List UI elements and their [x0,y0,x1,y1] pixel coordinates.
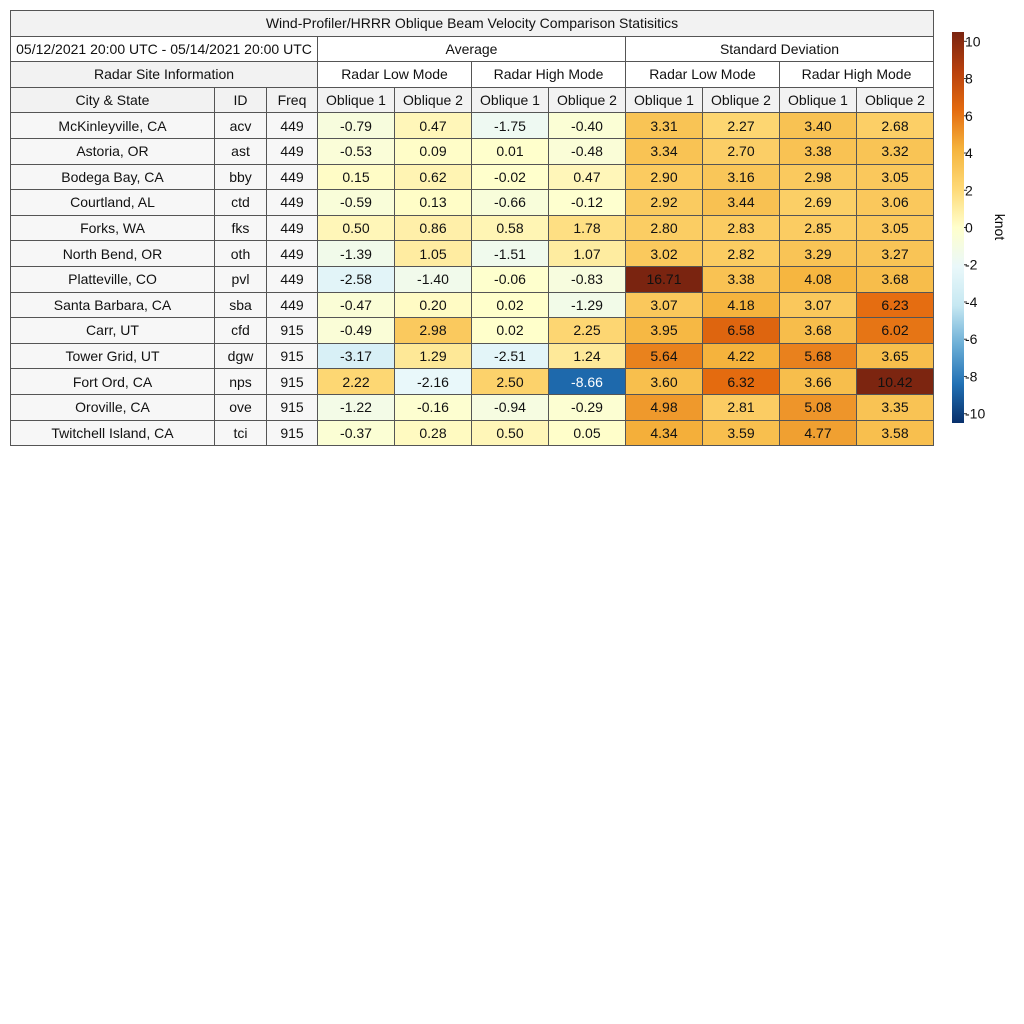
avg-low-mode-header: Radar Low Mode [318,62,472,88]
city-cell: Santa Barbara, CA [11,292,215,318]
value-cell: 0.20 [395,292,472,318]
value-cell: -0.94 [472,394,549,420]
freq-cell: 915 [267,318,318,344]
stddev-header: Standard Deviation [626,36,934,62]
sd-high-oblique2-header: Oblique 2 [857,87,934,113]
id-cell: dgw [215,343,267,369]
value-cell: 0.13 [395,190,472,216]
value-cell: 2.68 [857,113,934,139]
value-cell: 4.22 [703,343,780,369]
city-cell: Bodega Bay, CA [11,164,215,190]
table-row [11,292,934,318]
value-cell: 1.24 [549,343,626,369]
value-cell: 3.58 [857,420,934,446]
value-cell: -3.17 [318,343,395,369]
value-cell: 2.85 [780,215,857,241]
value-cell: -0.79 [318,113,395,139]
table-row [11,241,934,267]
value-cell: 3.05 [857,215,934,241]
avg-low-oblique1-header: Oblique 1 [318,87,395,113]
value-cell: -1.40 [395,266,472,292]
colorbar-tick-label: 4 [965,145,973,162]
city-cell: McKinleyville, CA [11,113,215,139]
table-title: Wind-Profiler/HRRR Oblique Beam Velocity Comparison Statisitics [11,11,934,37]
value-cell: 0.15 [318,164,395,190]
value-cell: 0.50 [472,420,549,446]
value-cell: 3.60 [626,369,703,395]
freq-column-header: Freq [267,87,318,113]
value-cell: -0.83 [549,266,626,292]
sd-low-oblique2-header: Oblique 2 [703,87,780,113]
id-cell: tci [215,420,267,446]
value-cell: 3.40 [780,113,857,139]
table-row [11,266,934,292]
freq-cell: 915 [267,369,318,395]
value-cell: 3.02 [626,241,703,267]
value-cell: 3.66 [780,369,857,395]
sd-low-mode-header: Radar Low Mode [626,62,780,88]
value-cell: 1.05 [395,241,472,267]
value-cell: -0.47 [318,292,395,318]
value-cell: 3.31 [626,113,703,139]
value-cell: 2.25 [549,318,626,344]
city-cell: Platteville, CO [11,266,215,292]
average-header: Average [318,36,626,62]
value-cell: 3.06 [857,190,934,216]
value-cell: 6.58 [703,318,780,344]
value-cell: 10.42 [857,369,934,395]
value-cell: 3.38 [780,138,857,164]
id-cell: acv [215,113,267,139]
id-column-header: ID [215,87,267,113]
value-cell: -0.12 [549,190,626,216]
id-cell: ast [215,138,267,164]
colorbar-tick-label: 8 [965,70,973,87]
value-cell: -0.16 [395,394,472,420]
colorbar-tick-label: 6 [965,107,973,124]
value-cell: 0.47 [549,164,626,190]
colorbar [945,25,1015,435]
freq-cell: 915 [267,420,318,446]
avg-high-mode-header: Radar High Mode [472,62,626,88]
statistics-table [10,10,934,446]
freq-cell: 449 [267,113,318,139]
value-cell: 3.44 [703,190,780,216]
value-cell: -2.51 [472,343,549,369]
value-cell: 2.83 [703,215,780,241]
value-cell: 2.92 [626,190,703,216]
value-cell: 4.18 [703,292,780,318]
value-cell: 3.29 [780,241,857,267]
table-row [11,369,934,395]
value-cell: 6.02 [857,318,934,344]
colorbar-tick-label: 10 [965,33,981,50]
city-cell: Oroville, CA [11,394,215,420]
value-cell: -8.66 [549,369,626,395]
city-cell: North Bend, OR [11,241,215,267]
city-column-header: City & State [11,87,215,113]
value-cell: 0.01 [472,138,549,164]
value-cell: 1.29 [395,343,472,369]
value-cell: -1.22 [318,394,395,420]
value-cell: -0.48 [549,138,626,164]
city-cell: Astoria, OR [11,138,215,164]
city-cell: Courtland, AL [11,190,215,216]
table-row [11,318,934,344]
value-cell: 3.16 [703,164,780,190]
date-range: 05/12/2021 20:00 UTC - 05/14/2021 20:00 UTC [11,36,318,62]
table-row [11,113,934,139]
id-cell: cfd [215,318,267,344]
sd-high-oblique1-header: Oblique 1 [780,87,857,113]
value-cell: 3.35 [857,394,934,420]
value-cell: 1.07 [549,241,626,267]
value-cell: 0.05 [549,420,626,446]
value-cell: -1.39 [318,241,395,267]
table-row [11,215,934,241]
value-cell: 0.47 [395,113,472,139]
id-cell: ctd [215,190,267,216]
value-cell: 2.69 [780,190,857,216]
table-row [11,343,934,369]
city-cell: Twitchell Island, CA [11,420,215,446]
value-cell: 6.32 [703,369,780,395]
table-body [11,113,934,446]
value-cell: 5.08 [780,394,857,420]
freq-cell: 915 [267,394,318,420]
city-cell: Tower Grid, UT [11,343,215,369]
city-cell: Forks, WA [11,215,215,241]
id-cell: nps [215,369,267,395]
table-row [11,164,934,190]
value-cell: 3.95 [626,318,703,344]
freq-cell: 449 [267,266,318,292]
table-row [11,190,934,216]
colorbar-tick-label: -2 [965,256,978,273]
value-cell: 4.77 [780,420,857,446]
value-cell: 0.50 [318,215,395,241]
value-cell: 0.09 [395,138,472,164]
value-cell: -1.51 [472,241,549,267]
value-cell: 6.23 [857,292,934,318]
value-cell: -0.29 [549,394,626,420]
colorbar-tick-label: 2 [965,182,973,199]
value-cell: 4.98 [626,394,703,420]
value-cell: 3.38 [703,266,780,292]
table-row [11,394,934,420]
value-cell: 4.34 [626,420,703,446]
value-cell: -0.02 [472,164,549,190]
value-cell: 0.02 [472,318,549,344]
value-cell: 3.05 [857,164,934,190]
table-row [11,420,934,446]
value-cell: -0.40 [549,113,626,139]
value-cell: -2.58 [318,266,395,292]
value-cell: -1.75 [472,113,549,139]
value-cell: -0.66 [472,190,549,216]
value-cell: 3.32 [857,138,934,164]
id-cell: pvl [215,266,267,292]
value-cell: 2.82 [703,241,780,267]
value-cell: 1.78 [549,215,626,241]
value-cell: -0.59 [318,190,395,216]
value-cell: 0.28 [395,420,472,446]
freq-cell: 449 [267,215,318,241]
colorbar-tick-label: -6 [965,331,978,348]
value-cell: -0.53 [318,138,395,164]
colorbar-tick-label: -10 [965,405,986,422]
sd-low-oblique1-header: Oblique 1 [626,87,703,113]
value-cell: 2.80 [626,215,703,241]
value-cell: 2.98 [395,318,472,344]
id-cell: oth [215,241,267,267]
value-cell: 0.02 [472,292,549,318]
colorbar-tick-label: 0 [965,219,973,236]
value-cell: 3.07 [780,292,857,318]
value-cell: -1.29 [549,292,626,318]
value-cell: 2.70 [703,138,780,164]
colorbar-gradient [952,32,964,423]
value-cell: 2.81 [703,394,780,420]
sd-high-mode-header: Radar High Mode [780,62,934,88]
freq-cell: 449 [267,292,318,318]
value-cell: 5.68 [780,343,857,369]
value-cell: 2.22 [318,369,395,395]
value-cell: 2.90 [626,164,703,190]
freq-cell: 915 [267,343,318,369]
value-cell: 2.27 [703,113,780,139]
value-cell: 3.07 [626,292,703,318]
id-cell: bby [215,164,267,190]
value-cell: 3.27 [857,241,934,267]
freq-cell: 449 [267,164,318,190]
value-cell: 3.59 [703,420,780,446]
colorbar-label: knot [992,213,1008,241]
value-cell: 3.65 [857,343,934,369]
table-row [11,138,934,164]
value-cell: -2.16 [395,369,472,395]
value-cell: 3.68 [857,266,934,292]
avg-high-oblique2-header: Oblique 2 [549,87,626,113]
value-cell: 4.08 [780,266,857,292]
freq-cell: 449 [267,241,318,267]
id-cell: sba [215,292,267,318]
colorbar-tick-label: -4 [965,293,978,310]
value-cell: 16.71 [626,266,703,292]
value-cell: 5.64 [626,343,703,369]
value-cell: -0.49 [318,318,395,344]
value-cell: -0.06 [472,266,549,292]
avg-high-oblique1-header: Oblique 1 [472,87,549,113]
value-cell: -0.37 [318,420,395,446]
freq-cell: 449 [267,138,318,164]
value-cell: 2.98 [780,164,857,190]
city-cell: Carr, UT [11,318,215,344]
freq-cell: 449 [267,190,318,216]
id-cell: ove [215,394,267,420]
value-cell: 3.68 [780,318,857,344]
value-cell: 0.62 [395,164,472,190]
site-info-header: Radar Site Information [11,62,318,88]
city-cell: Fort Ord, CA [11,369,215,395]
value-cell: 2.50 [472,369,549,395]
comparison-figure [0,0,1024,460]
colorbar-tick-label: -8 [965,368,978,385]
avg-low-oblique2-header: Oblique 2 [395,87,472,113]
id-cell: fks [215,215,267,241]
value-cell: 0.58 [472,215,549,241]
value-cell: 0.86 [395,215,472,241]
value-cell: 3.34 [626,138,703,164]
